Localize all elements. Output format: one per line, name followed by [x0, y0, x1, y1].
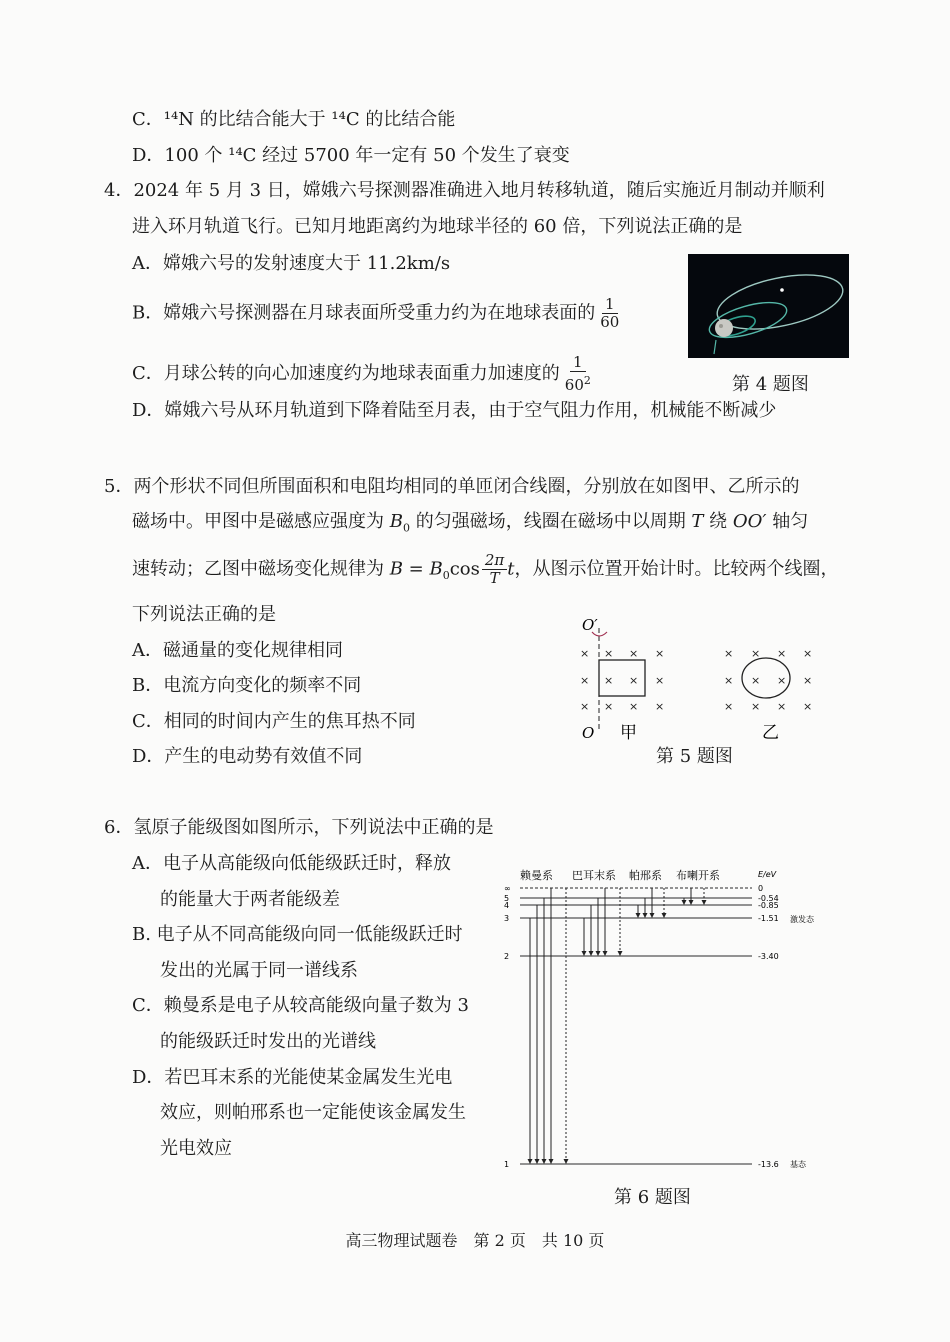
transition-arrows	[528, 888, 707, 1164]
text-span: 速转动；乙图中磁场变化规律为	[132, 558, 390, 580]
text-span: 轴匀	[766, 511, 809, 532]
energy-level-diagram	[500, 862, 830, 1172]
transition-arrowhead-icon	[528, 1159, 533, 1164]
subscript: 0	[442, 569, 450, 583]
q4-option-b	[132, 296, 622, 331]
transition-arrowhead-icon	[643, 913, 648, 918]
q4-option-c-text: C．月球公转的向心加速度约为地球表面重力加速度的	[132, 363, 560, 384]
transition-arrowhead-icon	[589, 951, 594, 956]
text-span: 的匀强磁场，线圈在磁场中以周期	[409, 511, 692, 532]
q4-option-c-fraction	[562, 354, 594, 394]
magnetic-field-crosses	[580, 647, 812, 713]
transition-arrowhead-icon	[582, 951, 587, 956]
field-cross-icon: ×	[604, 700, 614, 713]
field-cross-icon: ×	[724, 647, 734, 660]
field-cross-icon: ×	[777, 674, 787, 687]
lunar-orbit-figure	[688, 254, 849, 358]
formula-b: B = B	[389, 558, 443, 580]
field-cross-icon: ×	[580, 674, 590, 687]
q6-option-c-line1: C．赖曼系是电子从较高能级向量子数为 3	[132, 995, 469, 1016]
coil-diagram	[570, 612, 820, 742]
field-cross-icon: ×	[580, 647, 590, 660]
energy-levels	[504, 884, 779, 1169]
energy-level-graphic	[500, 862, 830, 1172]
fraction-denominator-base: 60	[564, 376, 584, 394]
field-cross-icon: ×	[580, 700, 590, 713]
subscript: 0	[402, 521, 410, 535]
transition-arrowhead-icon	[662, 913, 667, 918]
quantum-number-label: 3	[504, 914, 510, 923]
figure-label-yi: 乙	[762, 723, 779, 742]
q6-option-b-line1: B. 电子从不同高能级向同一低能级跃迁时	[132, 924, 463, 945]
field-cross-icon: ×	[655, 700, 665, 713]
q5-stem-line4: 下列说法正确的是	[132, 604, 276, 625]
energy-value-label: 0	[758, 884, 764, 893]
q6-option-a-line1: A．电子从高能级向低能级跃迁时，释放	[132, 853, 451, 874]
q4-figure-caption: 第 4 题图	[732, 374, 809, 395]
q5-option-d: D．产生的电动势有效值不同	[132, 746, 363, 767]
moon-crater	[719, 324, 723, 328]
field-cross-icon: ×	[803, 647, 813, 660]
spacecraft-icon	[780, 288, 784, 292]
q6-option-b-line2: 发出的光属于同一谱线系	[160, 960, 358, 981]
field-cross-icon: ×	[629, 647, 639, 660]
quantum-number-label: 1	[504, 1160, 510, 1169]
fraction-denominator: 60	[600, 313, 620, 331]
field-cross-icon: ×	[777, 700, 787, 713]
field-cross-icon: ×	[629, 700, 639, 713]
quantum-number-label: 2	[504, 952, 510, 961]
moon-icon	[715, 319, 733, 337]
q4-option-c	[132, 354, 594, 394]
series-label-brackett: 布喇开系	[676, 869, 720, 882]
transition-arrowhead-icon	[682, 900, 687, 905]
symbol-axis: OO′	[732, 511, 767, 532]
q6-option-d-line2: 效应，则帕邢系也一定能使该金属发生	[160, 1102, 466, 1123]
q6-option-c-line2: 的能级跃迁时发出的光谱线	[160, 1031, 376, 1052]
energy-value-label: -13.6	[758, 1160, 779, 1169]
q6-option-d-line3: 光电效应	[160, 1138, 232, 1159]
field-cross-icon: ×	[803, 700, 813, 713]
energy-value-label: -3.40	[758, 952, 779, 961]
transition-arrowhead-icon	[596, 951, 601, 956]
formula-fraction	[482, 552, 507, 587]
transition-arrowhead-icon	[618, 951, 623, 956]
energy-unit-label: E/eV	[758, 870, 777, 879]
transition-arrowhead-icon	[542, 1159, 547, 1164]
axis-label-top: O′	[582, 616, 598, 634]
q5-stem-line2	[132, 510, 808, 541]
q4-option-d: D．嫦娥六号从环月轨道到下降着陆至月表，由于空气阻力作用，机械能不断减少	[132, 400, 777, 421]
excited-state-label: 激发态	[790, 915, 814, 924]
q5-stem-line3	[132, 552, 839, 588]
figure-label-jia: 甲	[620, 723, 637, 742]
transition-arrowhead-icon	[549, 1159, 554, 1164]
fraction-numerator: 2π	[482, 552, 507, 570]
q4-option-a: A．嫦娥六号的发射速度大于 11.2km/s	[132, 253, 451, 274]
descent-path	[714, 340, 716, 354]
fraction-denominator	[562, 372, 594, 394]
transition-arrowhead-icon	[636, 913, 641, 918]
field-cross-icon: ×	[724, 674, 734, 687]
field-cross-icon: ×	[724, 700, 734, 713]
text-span: 绕	[703, 511, 733, 532]
symbol-b: B	[389, 511, 403, 532]
symbol-t: T	[691, 511, 704, 532]
field-cross-icon: ×	[604, 647, 614, 660]
lunar-orbit	[706, 296, 791, 345]
page-footer: 高三物理试题卷 第 2 页 共 10 页	[345, 1231, 605, 1250]
q4-stem-line1: 4．2024 年 5 月 3 日，嫦娥六号探测器准确进入地月转移轨道，随后实施近月制动并顺利	[104, 180, 825, 201]
field-cross-icon: ×	[751, 674, 761, 687]
q4-option-b-fraction	[597, 296, 622, 331]
q6-stem: 6．氢原子能级图如图所示，下列说法中正确的是	[104, 817, 494, 838]
quantum-number-label: ∞	[504, 884, 511, 893]
formula-cos: cos	[449, 558, 480, 580]
field-cross-icon: ×	[751, 647, 761, 660]
transition-arrowhead-icon	[650, 913, 655, 918]
q5-figure-caption: 第 5 题图	[656, 746, 733, 767]
field-cross-icon: ×	[604, 674, 614, 687]
field-cross-icon: ×	[803, 674, 813, 687]
q5-option-c: C．相同的时间内产生的焦耳热不同	[132, 711, 416, 732]
field-cross-icon: ×	[655, 647, 665, 660]
ground-state-label: 基态	[790, 1160, 806, 1169]
energy-value-label: -0.85	[758, 901, 779, 910]
q4-stem-line2: 进入环月轨道飞行。已知月地距离约为地球半径的 60 倍，下列说法正确的是	[132, 216, 743, 237]
formula-t: t	[507, 558, 515, 580]
field-cross-icon: ×	[751, 700, 761, 713]
series-label-paschen: 帕邢系	[629, 869, 662, 882]
axis-label-bottom: O	[582, 724, 595, 742]
transition-arrowhead-icon	[535, 1159, 540, 1164]
transition-arrowhead-icon	[603, 951, 608, 956]
q5-option-a: A．磁通量的变化规律相同	[132, 640, 343, 661]
q6-figure-caption: 第 6 题图	[614, 1187, 691, 1208]
energy-value-label: -1.51	[758, 914, 779, 923]
field-cross-icon: ×	[777, 647, 787, 660]
fraction-numerator: 1	[602, 296, 618, 314]
q3-option-c: C．¹⁴N 的比结合能大于 ¹⁴C 的比结合能	[132, 109, 456, 130]
q6-option-d-line1: D．若巴耳末系的光能使某金属发生光电	[132, 1067, 453, 1088]
fraction-denominator-exponent: 2	[583, 374, 591, 387]
coil-figure	[570, 612, 820, 742]
field-cross-icon: ×	[655, 674, 665, 687]
field-cross-icon: ×	[629, 674, 639, 687]
series-label-lyman: 赖曼系	[520, 869, 553, 882]
q5-option-b: B．电流方向变化的频率不同	[132, 675, 362, 696]
q5-stem-line1: 5．两个形状不同但所围面积和电阻均相同的单匝闭合线圈，分别放在如图甲、乙所示的	[104, 476, 800, 497]
energy-value-label: -0.54	[758, 894, 779, 903]
series-label-balmer: 巴耳末系	[572, 869, 616, 882]
transition-arrowhead-icon	[564, 1159, 569, 1164]
text-span: ，从图示位置开始计时。比较两个线圈，	[514, 558, 839, 580]
transition-arrowhead-icon	[689, 900, 694, 905]
transition-arrowhead-icon	[702, 900, 707, 905]
text-span: 磁场中。甲图中是磁感应强度为	[132, 511, 390, 532]
q3-option-d: D．100 个 ¹⁴C 经过 5700 年一定有 50 个发生了衰变	[132, 145, 570, 166]
fraction-denominator: T	[489, 569, 500, 587]
q6-option-a-line2: 的能量大于两者能级差	[160, 889, 340, 910]
q4-option-b-text: B．嫦娥六号探测器在月球表面所受重力约为在地球表面的	[132, 302, 596, 324]
quantum-number-label: 5	[504, 894, 510, 903]
quantum-number-label: 4	[504, 901, 510, 910]
lunar-orbit-graphic	[688, 254, 849, 358]
fraction-numerator: 1	[570, 354, 586, 372]
